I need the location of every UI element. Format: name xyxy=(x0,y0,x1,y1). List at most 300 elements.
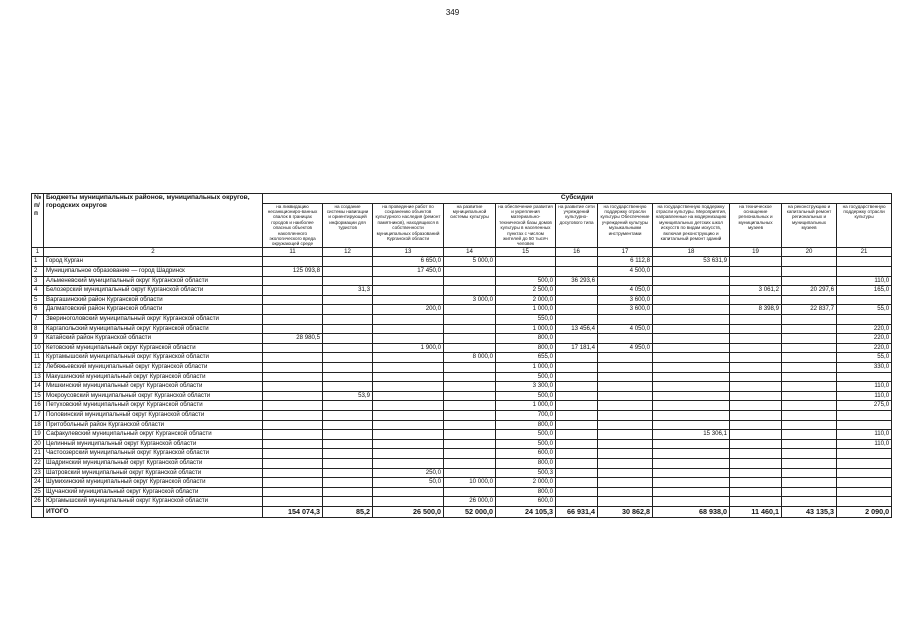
value-cell xyxy=(323,372,373,382)
table-row xyxy=(32,420,892,430)
value-cell: 125 093,8 xyxy=(263,267,323,277)
table-row xyxy=(32,315,892,325)
value-cell xyxy=(598,458,653,468)
value-cell xyxy=(837,468,892,478)
column-index: 2 xyxy=(44,247,263,257)
value-cell xyxy=(444,382,496,392)
value-cell xyxy=(730,334,782,344)
value-cell: 220,0 xyxy=(837,334,892,344)
row-number: 14 xyxy=(32,382,44,392)
column-index: 18 xyxy=(653,247,730,257)
row-name: Шумихинский муниципальный округ Курганской области xyxy=(44,478,263,488)
value-cell xyxy=(782,324,837,334)
value-cell: 53 631,9 xyxy=(653,257,730,267)
value-cell xyxy=(782,372,837,382)
value-cell: 1 000,0 xyxy=(496,362,556,372)
row-number: 5 xyxy=(32,295,44,305)
value-cell xyxy=(263,449,323,459)
value-cell: 4 500,0 xyxy=(598,267,653,277)
row-name: Альменевский муниципальный округ Курганской области xyxy=(44,276,263,286)
row-name: Шадринский муниципальный округ Курганской области xyxy=(44,458,263,468)
value-cell xyxy=(556,449,598,459)
value-cell xyxy=(556,439,598,449)
value-cell xyxy=(323,276,373,286)
row-number: 15 xyxy=(32,391,44,401)
value-cell xyxy=(782,257,837,267)
value-cell xyxy=(782,410,837,420)
value-cell xyxy=(373,286,444,296)
table-row xyxy=(32,343,892,353)
value-cell xyxy=(556,315,598,325)
value-cell xyxy=(556,305,598,315)
column-index: 16 xyxy=(556,247,598,257)
value-cell xyxy=(556,295,598,305)
value-cell xyxy=(782,439,837,449)
value-cell xyxy=(730,401,782,411)
value-cell xyxy=(653,468,730,478)
value-cell xyxy=(263,257,323,267)
value-cell: 1 900,0 xyxy=(373,343,444,353)
value-cell: 6 112,8 xyxy=(598,257,653,267)
value-cell: 655,0 xyxy=(496,353,556,363)
value-cell xyxy=(373,430,444,440)
value-cell xyxy=(782,295,837,305)
value-cell xyxy=(263,315,323,325)
value-cell xyxy=(556,410,598,420)
table-row xyxy=(32,391,892,401)
column-index: 12 xyxy=(323,247,373,257)
value-cell xyxy=(730,362,782,372)
value-cell xyxy=(782,430,837,440)
value-cell xyxy=(730,430,782,440)
row-name: Сафакулевский муниципальный округ Курганской области xyxy=(44,430,263,440)
value-cell: 3 300,0 xyxy=(496,382,556,392)
row-name: Муниципальное образование — город Шадринск xyxy=(44,267,263,277)
value-cell xyxy=(323,497,373,507)
value-cell xyxy=(556,382,598,392)
value-cell xyxy=(730,420,782,430)
value-cell xyxy=(323,430,373,440)
row-number: 8 xyxy=(32,324,44,334)
value-cell xyxy=(323,343,373,353)
table-row xyxy=(32,372,892,382)
column-index: 20 xyxy=(782,247,837,257)
value-cell xyxy=(556,372,598,382)
table-row xyxy=(32,449,892,459)
value-cell xyxy=(782,487,837,497)
value-cell xyxy=(323,257,373,267)
value-cell xyxy=(782,334,837,344)
value-cell: 250,0 xyxy=(373,468,444,478)
value-cell xyxy=(444,468,496,478)
value-cell xyxy=(323,439,373,449)
row-number: 4 xyxy=(32,286,44,296)
value-cell xyxy=(730,458,782,468)
value-cell: 28 980,5 xyxy=(263,334,323,344)
value-cell xyxy=(556,267,598,277)
row-number: 18 xyxy=(32,420,44,430)
value-cell: 20 297,6 xyxy=(782,286,837,296)
value-cell xyxy=(730,410,782,420)
value-cell xyxy=(598,497,653,507)
value-cell xyxy=(837,295,892,305)
row-name: Целинный муниципальный округ Курганской области xyxy=(44,439,263,449)
value-cell xyxy=(730,276,782,286)
value-cell xyxy=(730,468,782,478)
row-number: 11 xyxy=(32,353,44,363)
value-cell: 500,0 xyxy=(496,439,556,449)
header-subsidies: Субсидии xyxy=(263,194,892,204)
value-cell xyxy=(653,295,730,305)
table-row xyxy=(32,410,892,420)
value-cell xyxy=(263,410,323,420)
value-cell xyxy=(782,276,837,286)
value-cell: 17 450,0 xyxy=(373,267,444,277)
row-name: Далматовский район Курганской области xyxy=(44,305,263,315)
value-cell: 53,9 xyxy=(323,391,373,401)
value-cell xyxy=(556,401,598,411)
table-row xyxy=(32,362,892,372)
value-cell xyxy=(837,420,892,430)
value-cell xyxy=(653,353,730,363)
value-cell: 700,0 xyxy=(496,410,556,420)
value-cell xyxy=(323,324,373,334)
value-cell xyxy=(730,257,782,267)
row-name: Город Курган xyxy=(44,257,263,267)
value-cell xyxy=(323,382,373,392)
header-column-15: на обеспечение развития и укрепления материально-технической базы домов культуры в населенных пунктах с числом жителей до 50 тысяч человек xyxy=(496,203,556,247)
value-cell: 2 000,0 xyxy=(496,295,556,305)
value-cell xyxy=(323,295,373,305)
column-index: 19 xyxy=(730,247,782,257)
value-cell xyxy=(444,343,496,353)
value-cell xyxy=(444,372,496,382)
value-cell xyxy=(598,439,653,449)
value-cell xyxy=(263,391,323,401)
value-cell xyxy=(373,324,444,334)
row-name: Кетовский муниципальный округ Курганской области xyxy=(44,343,263,353)
row-number: 23 xyxy=(32,468,44,478)
value-cell: 2 000,0 xyxy=(496,478,556,488)
value-cell xyxy=(598,334,653,344)
value-cell: 200,0 xyxy=(373,305,444,315)
value-cell xyxy=(444,276,496,286)
value-cell xyxy=(837,257,892,267)
column-index: 15 xyxy=(496,247,556,257)
header-number: № п/п xyxy=(32,194,44,248)
row-number: 12 xyxy=(32,362,44,372)
value-cell xyxy=(556,458,598,468)
value-cell: 275,0 xyxy=(837,401,892,411)
value-cell xyxy=(837,372,892,382)
row-name: Куртамышский муниципальный округ Курганской области xyxy=(44,353,263,363)
value-cell xyxy=(556,487,598,497)
value-cell xyxy=(444,315,496,325)
value-cell xyxy=(263,468,323,478)
value-cell: 220,0 xyxy=(837,343,892,353)
value-cell xyxy=(782,391,837,401)
value-cell xyxy=(373,410,444,420)
value-cell xyxy=(782,478,837,488)
value-cell xyxy=(323,362,373,372)
value-cell: 4 050,0 xyxy=(598,324,653,334)
value-cell xyxy=(556,478,598,488)
value-cell xyxy=(373,334,444,344)
value-cell xyxy=(263,362,323,372)
value-cell xyxy=(837,497,892,507)
table-row xyxy=(32,430,892,440)
table-row xyxy=(32,276,892,286)
total-value: 24 105,3 xyxy=(496,506,556,517)
value-cell xyxy=(653,478,730,488)
value-cell xyxy=(323,305,373,315)
table-row xyxy=(32,353,892,363)
value-cell xyxy=(496,257,556,267)
value-cell xyxy=(323,410,373,420)
value-cell xyxy=(373,420,444,430)
value-cell xyxy=(444,430,496,440)
value-cell xyxy=(373,449,444,459)
value-cell: 13 456,4 xyxy=(556,324,598,334)
value-cell: 110,0 xyxy=(837,439,892,449)
value-cell: 800,0 xyxy=(496,334,556,344)
row-name: Половинский муниципальный округ Курганской области xyxy=(44,410,263,420)
value-cell xyxy=(444,420,496,430)
row-name: Щучанский муниципальный округ Курганской области xyxy=(44,487,263,497)
value-cell: 110,0 xyxy=(837,276,892,286)
value-cell: 165,0 xyxy=(837,286,892,296)
table-row xyxy=(32,478,892,488)
header-column-21: на государственную поддержку отрасли культуры xyxy=(837,203,892,247)
value-cell xyxy=(598,362,653,372)
header-column-12: на создание системы навигации и ориентирующей информации для туристов xyxy=(323,203,373,247)
header-column-14: на развитие муниципальной системы культуры xyxy=(444,203,496,247)
value-cell xyxy=(598,449,653,459)
value-cell: 36 293,6 xyxy=(556,276,598,286)
value-cell xyxy=(598,420,653,430)
value-cell xyxy=(263,305,323,315)
page-number: 349 xyxy=(445,8,460,17)
value-cell xyxy=(653,391,730,401)
value-cell xyxy=(556,468,598,478)
row-number: 3 xyxy=(32,276,44,286)
total-value: 85,2 xyxy=(323,506,373,517)
row-name: Варгашинский район Курганской области xyxy=(44,295,263,305)
value-cell xyxy=(323,478,373,488)
value-cell xyxy=(373,295,444,305)
value-cell xyxy=(444,324,496,334)
value-cell xyxy=(373,372,444,382)
value-cell: 10 000,0 xyxy=(444,478,496,488)
header-column-11: на ликвидацию несанкциониро-ванных свалок в границах городов и наиболее опасных объектов накопленного экологического вреда окружающей среде xyxy=(263,203,323,247)
total-value: 66 931,4 xyxy=(556,506,598,517)
value-cell xyxy=(782,267,837,277)
header-column-13: на проведение работ по сохранению объектов культурного наследия (ремонт памятников), находящихся в собственности муниципальных образований Курганской области xyxy=(373,203,444,247)
value-cell xyxy=(730,497,782,507)
value-cell xyxy=(730,267,782,277)
value-cell xyxy=(556,257,598,267)
value-cell xyxy=(730,315,782,325)
value-cell: 110,0 xyxy=(837,382,892,392)
table-row xyxy=(32,286,892,296)
row-number: 17 xyxy=(32,410,44,420)
value-cell xyxy=(373,458,444,468)
row-name: Макушинский муниципальный округ Курганской области xyxy=(44,372,263,382)
value-cell: 55,0 xyxy=(837,305,892,315)
value-cell: 3 061,2 xyxy=(730,286,782,296)
table-row xyxy=(32,439,892,449)
header-column-19: на техническое оснащение региональных и муниципальных музеев xyxy=(730,203,782,247)
value-cell xyxy=(782,382,837,392)
value-cell xyxy=(730,295,782,305)
row-name: Частоозерский муниципальный округ Курганской области xyxy=(44,449,263,459)
value-cell xyxy=(444,362,496,372)
value-cell: 2 500,0 xyxy=(496,286,556,296)
value-cell: 330,0 xyxy=(837,362,892,372)
header-budget-name: Бюджеты муниципальных районов, муниципальных округов, городских округов xyxy=(44,194,263,248)
value-cell xyxy=(653,305,730,315)
value-cell: 500,3 xyxy=(496,468,556,478)
value-cell xyxy=(373,276,444,286)
value-cell xyxy=(323,458,373,468)
value-cell xyxy=(444,267,496,277)
value-cell: 4 050,0 xyxy=(598,286,653,296)
column-index: 11 xyxy=(263,247,323,257)
value-cell xyxy=(444,391,496,401)
table-row xyxy=(32,458,892,468)
value-cell xyxy=(730,324,782,334)
row-number: 22 xyxy=(32,458,44,468)
column-index: 1 xyxy=(32,247,44,257)
row-name: Звериноголовский муниципальный округ Курганской области xyxy=(44,315,263,325)
table-row xyxy=(32,257,892,267)
value-cell xyxy=(496,267,556,277)
value-cell xyxy=(373,353,444,363)
row-number: 7 xyxy=(32,315,44,325)
value-cell: 800,0 xyxy=(496,487,556,497)
value-cell xyxy=(263,439,323,449)
value-cell xyxy=(263,286,323,296)
value-cell: 3 600,0 xyxy=(598,295,653,305)
value-cell xyxy=(653,267,730,277)
value-cell xyxy=(730,391,782,401)
value-cell xyxy=(323,420,373,430)
value-cell: 3 600,0 xyxy=(598,305,653,315)
value-cell xyxy=(323,353,373,363)
value-cell xyxy=(782,353,837,363)
row-number: 24 xyxy=(32,478,44,488)
value-cell xyxy=(444,439,496,449)
value-cell xyxy=(653,334,730,344)
value-cell xyxy=(837,267,892,277)
value-cell: 22 837,7 xyxy=(782,305,837,315)
value-cell xyxy=(598,487,653,497)
value-cell: 110,0 xyxy=(837,391,892,401)
value-cell xyxy=(263,478,323,488)
table-row xyxy=(32,305,892,315)
value-cell xyxy=(837,315,892,325)
value-cell xyxy=(556,362,598,372)
row-name: Мокроусовский муниципальный округ Курганской области xyxy=(44,391,263,401)
total-value: 11 460,1 xyxy=(730,506,782,517)
total-value: 68 938,0 xyxy=(653,506,730,517)
column-index: 17 xyxy=(598,247,653,257)
value-cell xyxy=(373,315,444,325)
row-name: Лебяжьевский муниципальный округ Курганской области xyxy=(44,362,263,372)
total-value: 154 074,3 xyxy=(263,506,323,517)
row-name: Притобольный район Курганской области xyxy=(44,420,263,430)
value-cell xyxy=(444,487,496,497)
value-cell xyxy=(730,372,782,382)
value-cell xyxy=(556,497,598,507)
header-column-18: на государственную поддержку отрасли культуры. Мероприятия, направленные на модернизацию муниципальных детских школ искусств по видам искусств, включая реконструкцию и капитальный ремонт зданий xyxy=(653,203,730,247)
value-cell xyxy=(653,439,730,449)
value-cell xyxy=(373,362,444,372)
value-cell xyxy=(263,295,323,305)
value-cell xyxy=(653,410,730,420)
column-index: 13 xyxy=(373,247,444,257)
row-number: 21 xyxy=(32,449,44,459)
value-cell: 5 000,0 xyxy=(444,257,496,267)
column-index: 14 xyxy=(444,247,496,257)
value-cell: 800,0 xyxy=(496,420,556,430)
value-cell: 550,0 xyxy=(496,315,556,325)
value-cell: 3 000,0 xyxy=(444,295,496,305)
value-cell xyxy=(598,276,653,286)
row-name: Петуховский муниципальный округ Курганской области xyxy=(44,401,263,411)
value-cell xyxy=(837,410,892,420)
row-number: 13 xyxy=(32,372,44,382)
value-cell xyxy=(263,420,323,430)
total-number-cell xyxy=(32,506,44,517)
row-name: Юргамышский муниципальный округ Курганской области xyxy=(44,497,263,507)
value-cell xyxy=(263,372,323,382)
value-cell xyxy=(444,334,496,344)
value-cell xyxy=(263,353,323,363)
value-cell: 800,0 xyxy=(496,343,556,353)
value-cell xyxy=(263,382,323,392)
value-cell: 4 950,0 xyxy=(598,343,653,353)
value-cell xyxy=(263,276,323,286)
value-cell xyxy=(598,478,653,488)
value-cell xyxy=(837,449,892,459)
value-cell xyxy=(556,334,598,344)
row-name: Каргапольский муниципальный округ Курганской области xyxy=(44,324,263,334)
value-cell xyxy=(444,458,496,468)
value-cell xyxy=(323,449,373,459)
value-cell: 8 000,0 xyxy=(444,353,496,363)
table-row xyxy=(32,267,892,277)
value-cell xyxy=(556,286,598,296)
row-name: Мишкинский муниципальный округ Курганской области xyxy=(44,382,263,392)
value-cell xyxy=(263,430,323,440)
value-cell xyxy=(653,420,730,430)
value-cell xyxy=(598,315,653,325)
value-cell xyxy=(598,401,653,411)
value-cell xyxy=(444,449,496,459)
header-column-20: на реконструкцию и капитальный ремонт региональных и муниципальных музеев xyxy=(782,203,837,247)
value-cell xyxy=(653,276,730,286)
value-cell xyxy=(556,353,598,363)
value-cell xyxy=(373,497,444,507)
value-cell xyxy=(373,487,444,497)
value-cell xyxy=(837,458,892,468)
value-cell xyxy=(653,324,730,334)
value-cell xyxy=(323,401,373,411)
value-cell xyxy=(782,497,837,507)
value-cell xyxy=(373,382,444,392)
total-label: ИТОГО xyxy=(44,506,263,517)
